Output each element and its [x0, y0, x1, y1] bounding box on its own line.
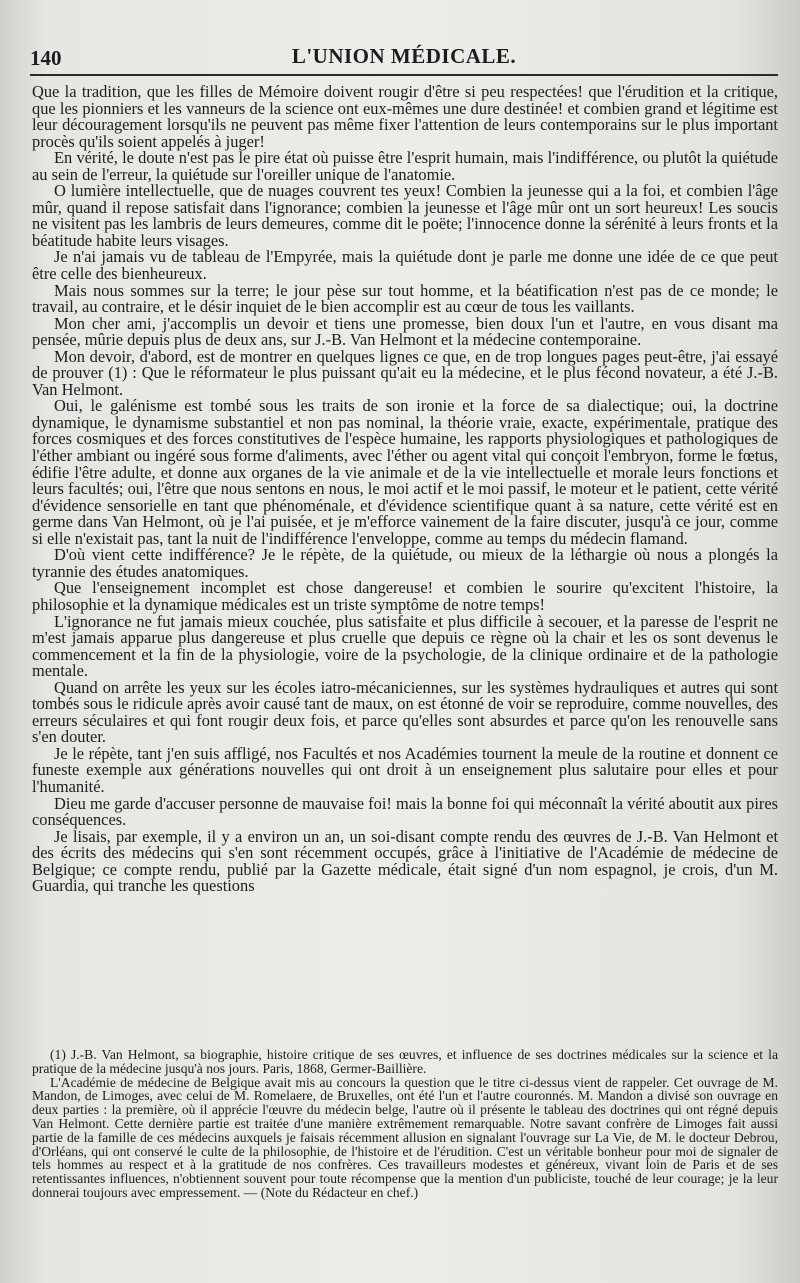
- paragraph: Mais nous sommes sur la terre; le jour pèse sur tout homme, et la béatification n'est pas de ce monde; le travail, au contraire, et le désir inquiet de le bien accomplir est au cœur de tous les vaillants.: [32, 280, 778, 317]
- footnote: L'Académie de médecine de Belgique avait mis au concours la question que le titre ci-dessus vient de rappeler. Cet ouvrage de M. Mandon, de Limoges, avec celui de M. Romelaere, de Bruxelles, ont été l'un et l'autre couronnés. M. Mandon a divisé son ouvrage en deux parties : la première, où il apprécie l'œuvre du médecin belge, l'autre où il présente le tableau des doctrines qui ont régné depuis Van Helmont. Cette dernière partie est traitée d'une manière extrêmement remarquable. Notre savant confrère de Limoges fait aussi partie de la famille de ces médecins auxquels je faisais récemment allusion en signalant l'ouvrage sur La Vie, de M. le docteur Debrou, d'Orléans, qui ont conservé le culte de la philosophie, de l'histoire et de l'érudition. C'est un véritable bonheur pour moi de signaler de tels hommes au respect et à la gratitude de nos confrères. Ces travailleurs modestes et généreux, vivant loin de Paris et de ses retentissantes influences, n'obtiennent souvent pour toute récompense que la mention d'un publiciste, touché de leur courage; je la leur donnerai toujours avec empressement. — (Note du Rédacteur en chef.): [32, 1074, 778, 1200]
- paragraph: Que la tradition, que les filles de Mémoire doivent rougir d'être si peu respectées! que l'érudition et la critique, que les pionniers et les vanneurs de la science ont eux-mêmes une dure destinée! et combien grand et légitime est leur découragement lorsqu'ils ne peuvent pas même fixer l'attention de leurs contemporains sur le plus important procès qu'ils soient appelés à juger!: [32, 82, 778, 151]
- paragraph: Mon cher ami, j'accomplis un devoir et tiens une promesse, bien doux l'un et l'autre, en vous disant ma pensée, mûrie depuis plus de deux ans, sur J.-B. Van Helmont et la médecine contemporaine.: [32, 313, 778, 350]
- journal-title: L'UNION MÉDICALE.: [291, 44, 517, 68]
- paragraph: Quand on arrête les yeux sur les écoles iatro-mécaniciennes, sur les systèmes hydrauliques et autres qui sont tombés sous le ridicule après avoir causé tant de maux, on est étonné de voir se reproduire, comme nouvelles, des erreurs séculaires et qui font rougir deux fois, et parce qu'elles sont absurdes et parce qu'on les renouvelle sans s'en douter.: [32, 677, 778, 747]
- paragraph: Dieu me garde d'accuser personne de mauvaise foi! mais la bonne foi qui méconnaît la vérité aboutit aux pires conséquences.: [32, 793, 778, 830]
- footnotes: [32, 1048, 778, 1200]
- paragraph: Mon devoir, d'abord, est de montrer en quelques lignes ce que, en de trop longues pages peut-être, j'ai essayé de prouver (1) : Que le réformateur le plus puissant qu'ait eu la médecine, et le plus fécond novateur, a été J.-B. Van Helmont.: [32, 346, 778, 399]
- running-head: [30, 42, 778, 74]
- article-body: [32, 84, 778, 895]
- paragraph: En vérité, le doute n'est pas le pire état où puisse être l'esprit humain, mais l'indifférence, ou plutôt la quiétude au sein de l'erreur, la quiétude sur l'oreiller unique de l'anatomie.: [32, 148, 778, 184]
- paragraph: D'où vient cette indifférence? Je le répète, de la quiétude, ou mieux de la léthargie où nous a plongés la tyrannie des études anatomiques.: [32, 545, 778, 581]
- paragraph: O lumière intellectuelle, que de nuages couvrent tes yeux! Combien la jeunesse qui a la foi, et combien l'âge mûr, quand il repose satisfait dans l'ignorance; combien la jeunesse et l'âge mûr ont un sort heureux! Les soucis ne visitent pas les lambris de leurs demeures, comme dit le poëte; l'innocence donne la sérénité à leurs fronts et la béatitude habite leurs visages.: [32, 181, 778, 250]
- paragraph: Je le répète, tant j'en suis affligé, nos Facultés et nos Académies tournent la meule de la routine et donnent ce funeste exemple aux générations nouvelles qui ont droit à un enseignement plus salutaire pour elles et pour l'humanité.: [32, 743, 778, 796]
- paragraph: L'ignorance ne fut jamais mieux couchée, plus satisfaite et plus difficile à secouer, et la paresse de l'esprit ne m'est jamais apparue plus dangereuse et plus cruelle que depuis ce règne où la chair et les os sont devenus le commencement et la fin de la physiologie, voire de la psychologie, de la clinique ordinaire et de la pathologie mentale.: [32, 611, 778, 681]
- paragraph: Que l'enseignement incomplet est chose dangereuse! et combien le sourire qu'excitent l'histoire, la philosophie et la dynamique médicales est un triste symptôme de notre temps!: [32, 578, 778, 614]
- header-rule: [30, 74, 778, 76]
- paragraph: Je lisais, par exemple, il y a environ un an, un soi-disant compte rendu des œuvres de J.-B. Van Helmont et des écrits des médecins qui s'en sont récemment occupés, grâce à l'initiative de l'Académie de médecine de Belgique; ce compte rendu, publié par la Gazette médicale, était signé d'un nom espagnol, je crois, d'un M. Guardia, qui tranche les questions: [32, 826, 778, 896]
- paragraph: Je n'ai jamais vu de tableau de l'Empyrée, mais la quiétude dont je parle me donne une idée de ce que peut être celle des bienheureux.: [32, 247, 778, 284]
- page-number: 140: [30, 46, 62, 70]
- footnote: (1) J.-B. Van Helmont, sa biographie, histoire critique de ses œuvres, et influence de ses doctrines médicales sur la science et la pratique de la médecine jusqu'à nos jours. Paris, 1868, Germer-Baillière.: [32, 1047, 778, 1076]
- paragraph: Oui, le galénisme est tombé sous les traits de son ironie et la force de sa dialectique; oui, la doctrine dynamique, le dynamisme substantiel et non pas nominal, la théorie vraie, exacte, expérimentale, pratique des forces cosmiques et des forces constitutives de l'espèce humaine, les rapports physiologiques et pathologiques de l'éther ambiant ou ingéré sous forme d'aliments, avec l'éther ou agent vital qui conçoit l'embryon, forme le fœtus, édifie l'être adulte, et donne aux organes de la vie animale et de la vie intellectuelle et morale leurs fonctions et leurs facultés; oui, l'être que nous sentons en nous, le moi actif et le moi passif, le moteur et le patient, cette vérité d'évidence sensorielle en tant que phénoménale, et d'évidence scientifique quant à sa nature, cette vérité est en germe dans Van Helmont, où je l'ai puisée, et je m'efforce vainement de la faire discuter, jusqu'à ce jour, comme si elle n'existait pas, tant la nuit de l'indifférence l'enveloppe, comme au temps du médecin flamand.: [32, 396, 778, 548]
